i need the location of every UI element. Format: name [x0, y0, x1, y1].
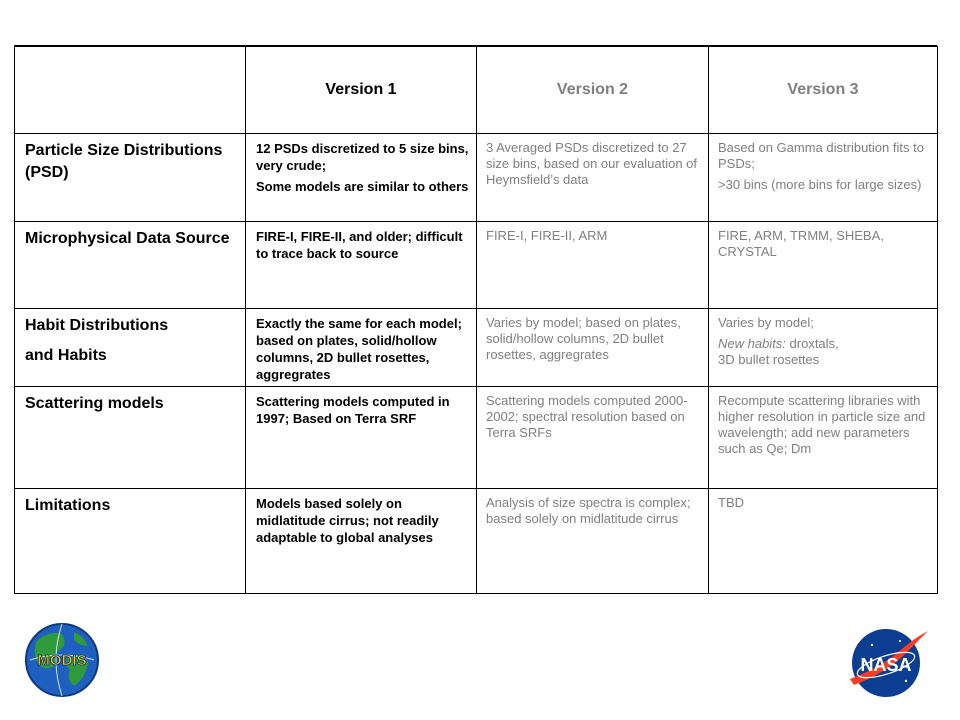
cell-v2-scattering: Scattering models computed 2000-2002; spectral resolution based on Terra SRFs — [477, 387, 709, 489]
modis-logo-icon — [22, 620, 102, 700]
cell-v1-data-source: FIRE-I, FIRE-II, and older; difficult to trace back to source — [246, 222, 477, 309]
table-row — [15, 222, 938, 309]
comparison-table — [14, 46, 938, 594]
new-habits-label: New habits: — [718, 336, 786, 351]
row-label-data-source: Microphysical Data Source — [15, 222, 246, 309]
row-label-limitations: Limitations — [15, 489, 246, 594]
cell-v2-limitations: Analysis of size spectra is complex; based solely on midlatitude cirrus — [477, 489, 709, 594]
header-version-3: Version 3 — [709, 47, 938, 134]
cell-v1-limitations: Models based solely on midlatitude cirrus; not readily adaptable to global analyses — [246, 489, 477, 594]
cell-v1-psd: 12 PSDs discretized to 5 size bins, very crude; Some models are similar to others — [246, 134, 477, 222]
header-empty-cell — [15, 47, 246, 134]
row-label-habits: Habit Distributions and Habits — [15, 309, 246, 387]
cell-v2-data-source: FIRE-I, FIRE-II, ARM — [477, 222, 709, 309]
cell-v3-habits: Varies by model; New habits: droxtals, 3D bullet rosettes — [709, 309, 938, 387]
row-label-scattering: Scattering models — [15, 387, 246, 489]
cell-v2-habits: Varies by model; based on plates, solid/hollow columns, 2D bullet rosettes, aggregrates — [477, 309, 709, 387]
svg-text:MODIS: MODIS — [37, 652, 87, 669]
table-row — [15, 134, 938, 222]
table-row — [15, 387, 938, 489]
cell-v1-habits: Exactly the same for each model; based on plates, solid/hollow columns, 2D bullet rosettes, aggregrates — [246, 309, 477, 387]
header-version-1: Version 1 — [246, 47, 477, 134]
row-label-psd: Particle Size Distributions (PSD) — [15, 134, 246, 222]
cell-v1-scattering: Scattering models computed in 1997; Based on Terra SRF — [246, 387, 477, 489]
svg-text:NASA: NASA — [860, 655, 912, 675]
header-version-2: Version 2 — [477, 47, 709, 134]
cell-v3-data-source: FIRE, ARM, TRMM, SHEBA, CRYSTAL — [709, 222, 938, 309]
table-header-row — [15, 47, 938, 134]
nasa-logo-icon — [842, 623, 932, 703]
table-row — [15, 489, 938, 594]
cell-v3-limitations: TBD — [709, 489, 938, 594]
table-row — [15, 309, 938, 387]
cell-v3-psd: Based on Gamma distribution fits to PSDs; >30 bins (more bins for large sizes) — [709, 134, 938, 222]
cell-v3-scattering: Recompute scattering libraries with higher resolution in particle size and wavelength; add new parameters such as Qe; Dm — [709, 387, 938, 489]
cell-v2-psd: 3 Averaged PSDs discretized to 27 size bins, based on our evaluation of Heymsfield’s data — [477, 134, 709, 222]
